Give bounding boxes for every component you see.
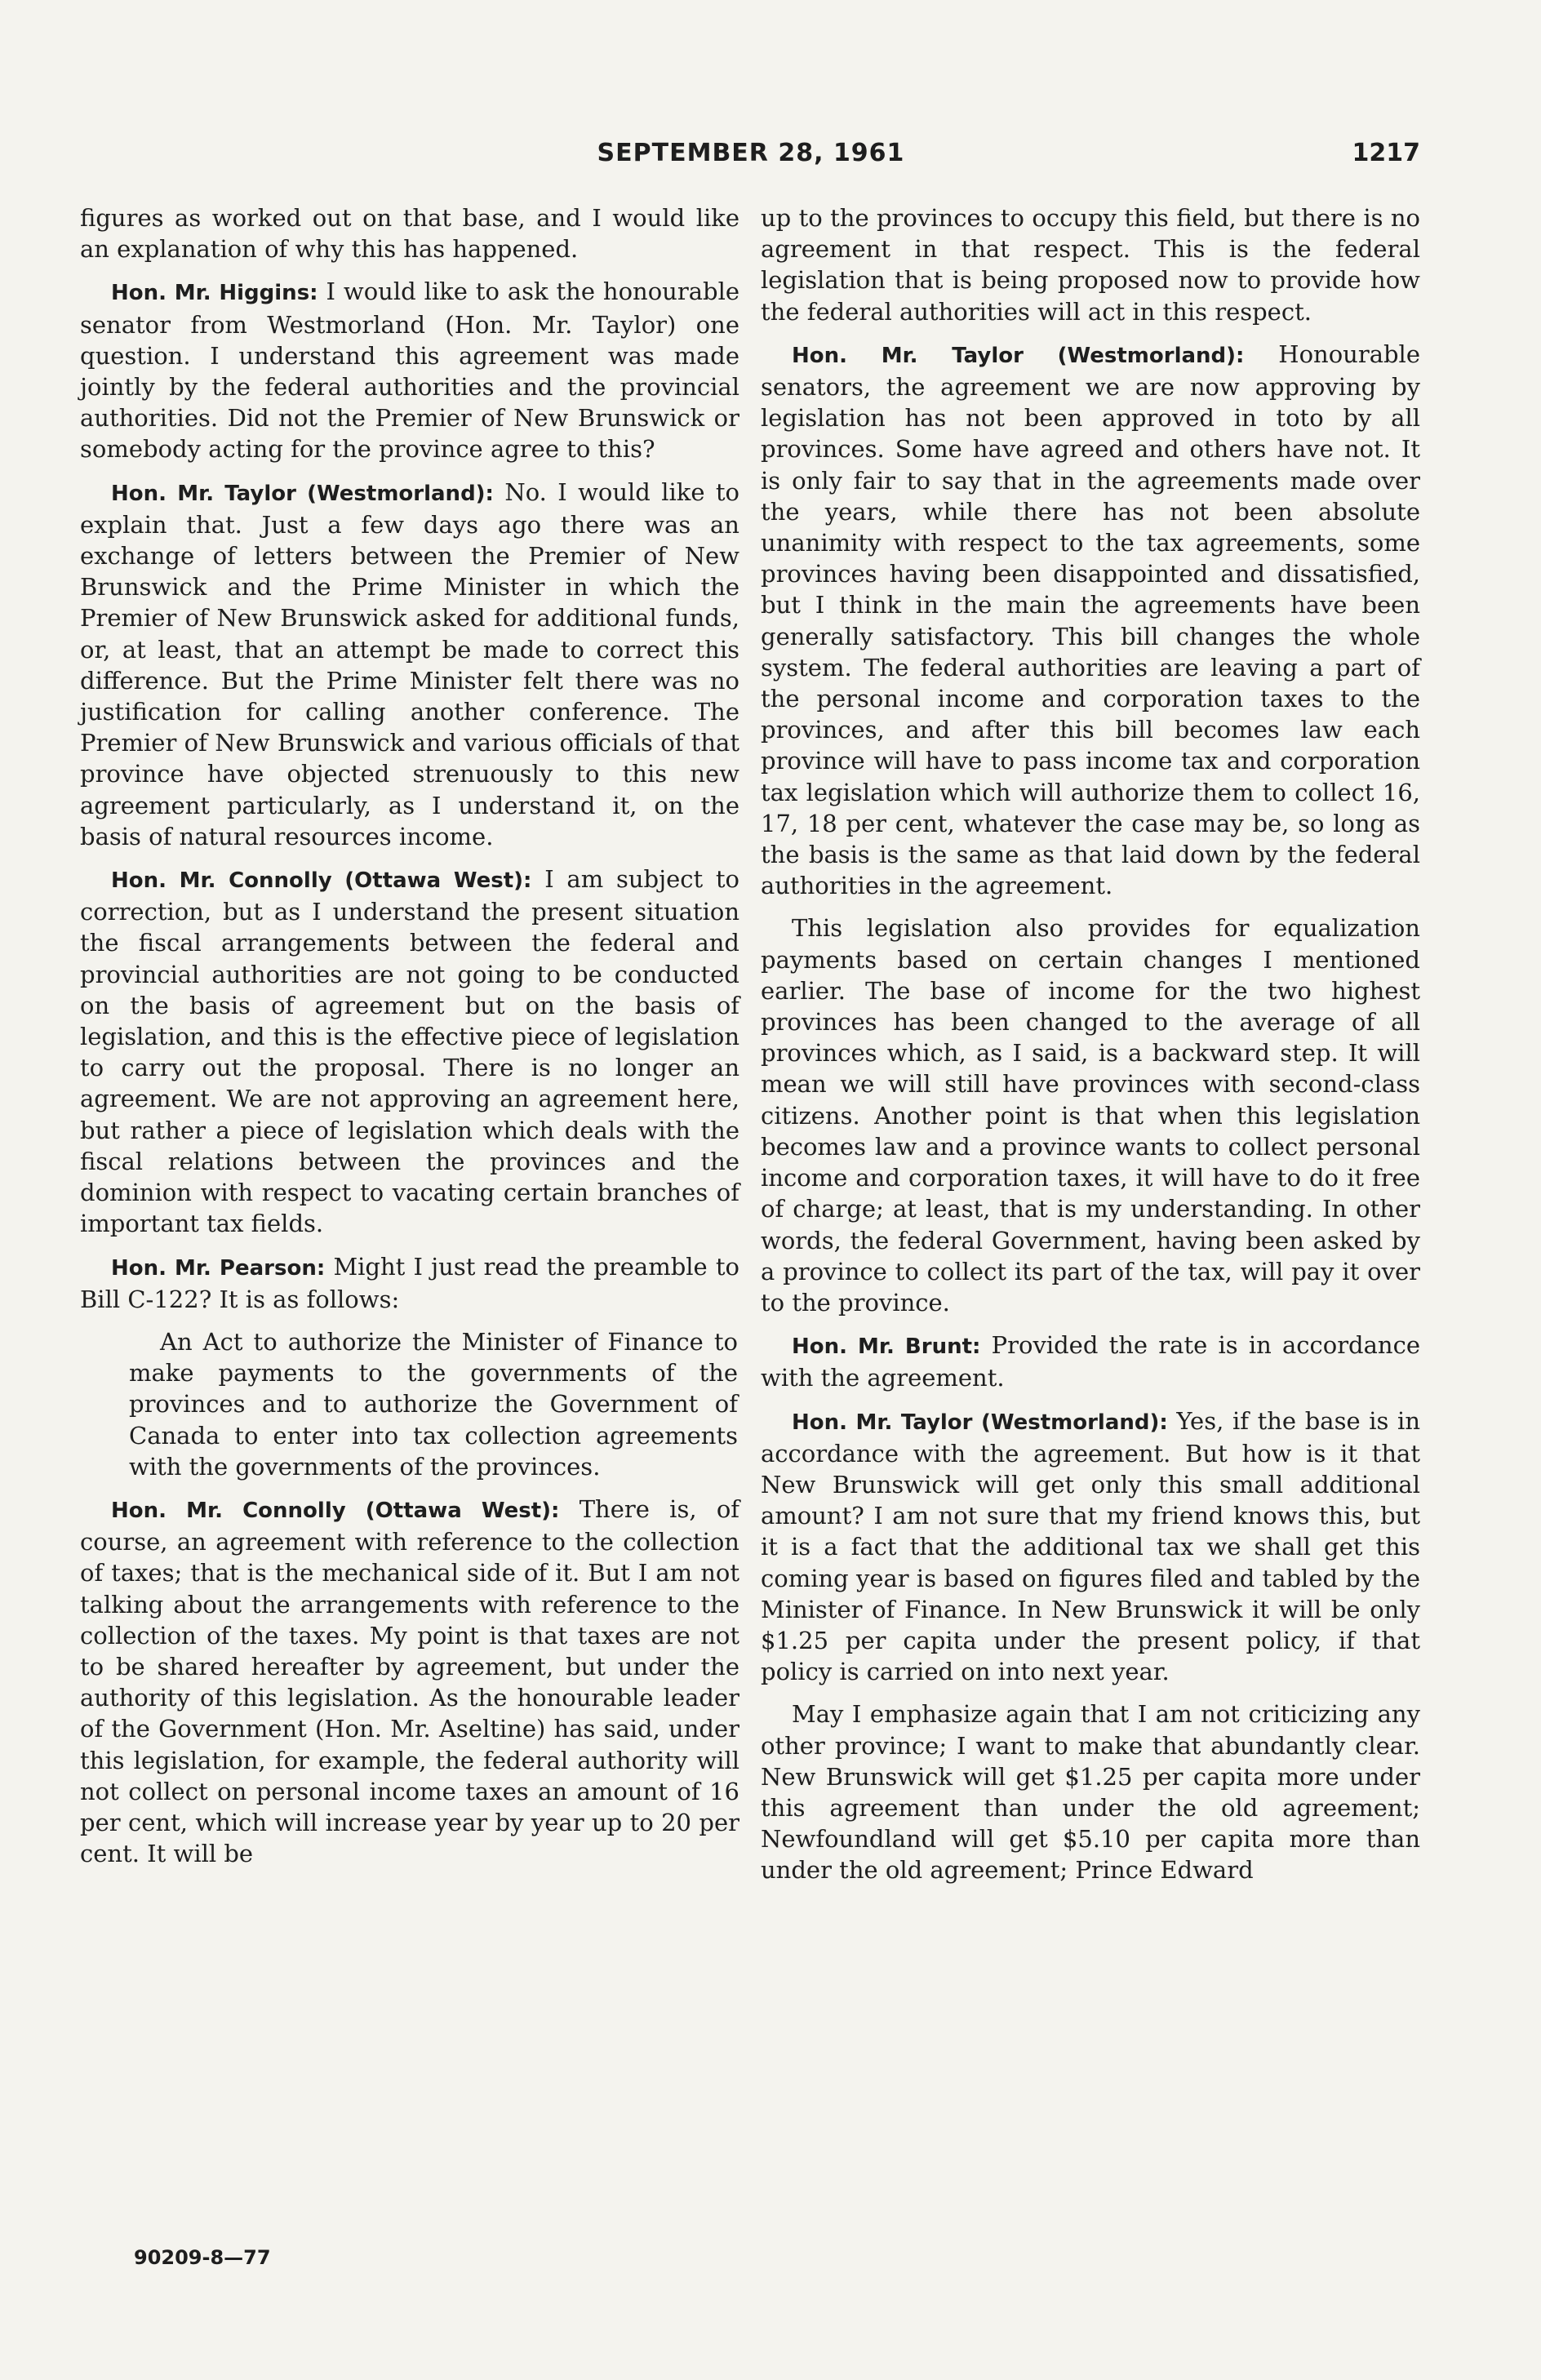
speech-text: I am subject to correction, but as I understand the present situation the fiscal arrangements between the federal and provincial authorities are not going to be conducted on the basis of agreement but on the basis of legislation, and this is the effective piece of legislation to carry out the proposal. There is no longer an agreement. We are not approving an agreement here, but rather a piece of legislation which deals with the fiscal relations between the provinces and the dominion with respect to vacating certain branches of important tax fields. bbox=[80, 865, 740, 1238]
folio-mark: 90209-8—77 bbox=[134, 2246, 271, 2269]
speaker-name: Hon. Mr. Taylor (Westmorland): bbox=[792, 343, 1245, 368]
speaker-name: Hon. Mr. Taylor (Westmorland): bbox=[111, 481, 494, 506]
speech-text: Honourable senators, the agreement we are now approving by legislation has not been approved in toto by all provinces. Some have agreed and others have not. It is only fair to say that in the agreements made over the years, while there has not been absolute unanimity with respect to the tax agreements, some provinces having been disappointed and dissatisfied, but I think in the main the agreements have been generally satisfactory. This bill changes the whole system. The federal authorities are leaving a part of the personal income and corporation taxes to the provinces, and after this bill becomes law each province will have to pass income tax and corporation tax legislation which will authorize them to collect 16, 17, 18 per cent, whatever the case may be, so long as the basis is the same as that laid down by the federal authorities in the agreement. bbox=[761, 340, 1420, 900]
speech-paragraph bbox=[80, 276, 739, 464]
running-header bbox=[82, 139, 1420, 180]
speaker-name: Hon. Mr. Pearson: bbox=[111, 1255, 326, 1281]
speech-paragraph bbox=[80, 1251, 739, 1315]
speech-text: Yes, if the base is in accordance with the agreement. But how is it that New Brunswick will get only this small additional amount? I am not sure that my friend knows this, but it is a fact that the additional tax we shall get this coming year is based on figures filed and tabled by the Minister of Finance. In New Brunswick it will be only $1.25 per capita under the present policy, if that policy is carried on into next year. bbox=[761, 1406, 1421, 1686]
continued-paragraph: up to the provinces to occupy this field, but there is no agreement in that respect. This is the federal legislation that is being proposed now to provide how the federal authorities will act in this respect. bbox=[761, 204, 1420, 326]
speech-paragraph bbox=[80, 1494, 739, 1869]
speech-paragraph bbox=[761, 1330, 1420, 1393]
speaker-name: Hon. Mr. Connolly (Ottawa West): bbox=[111, 1498, 560, 1523]
speech-text: I would like to ask the honourable senator from Westmorland (Hon. Mr. Taylor) one question. I understand this agreement was made jointly by the federal authorities and the provincial authorities. Did not the Premier of New Brunswick or somebody acting for the province agree to this? bbox=[80, 278, 740, 464]
right-column bbox=[761, 202, 1420, 1898]
speaker-name: Hon. Mr. Brunt: bbox=[792, 1334, 981, 1360]
left-column bbox=[80, 202, 739, 1880]
speaker-name: Hon. Mr. Taylor (Westmorland): bbox=[792, 1410, 1168, 1435]
speech-text: There is, of course, an agreement with reference to the collection of taxes; that is the mechanical side of it. But I am not talking about the arrangements with reference to the collection of the taxes. My point is that taxes are not to be shared hereafter by agreement, but under the authority of this legislation. As the honourable leader of the Government (Hon. Mr. Aseltine) has said, under this legislation, for example, the federal authority will not collect on personal income taxes an amount of 16 per cent, which will increase year by year up to 20 per cent. It will be bbox=[80, 1494, 740, 1868]
quoted-preamble: An Act to authorize the Minister of Finance to make payments to the governments of the provinces and to authorize the Government of Canada to enter into tax collection agreements with the governments of the provinces. bbox=[129, 1327, 738, 1481]
header-date: SEPTEMBER 28, 1961 bbox=[597, 139, 905, 167]
speech-paragraph bbox=[761, 1405, 1420, 1688]
speech-text: Provided the rate is in accordance with the agreement. bbox=[761, 1331, 1420, 1392]
speaker-name: Hon. Mr. Higgins: bbox=[111, 281, 318, 306]
speech-text: No. I would like to explain that. Just a few days ago there was an exchange of letters between the Premier of New Brunswick and the Prime Minister in which the Premier of New Brunswick asked for additional funds, or, at least, that an attempt be made to correct this difference. But the Prime Minister felt there was no justification for calling another conference. The Premier of New Brunswick and various officials of that province have objected strenuously to this new agreement particularly, as I understand it, on the basis of natural resources income. bbox=[80, 477, 740, 850]
paragraph: May I emphasize again that I am not criticizing any other province; I want to make that abundantly clear. New Brunswick will get $1.25 per capita more under this agreement than under the old agreement; Newfoundland will get $5.10 per capita more than under the old agreement; Prince Edward bbox=[761, 1700, 1420, 1885]
page-number: 1217 bbox=[1352, 139, 1420, 167]
speaker-name: Hon. Mr. Connolly (Ottawa West): bbox=[111, 868, 532, 894]
paragraph: This legislation also provides for equalization payments based on certain changes I mentioned earlier. The base of income for the two highest provinces has been changed to the average of all provinces which, as I said, is a backward step. It will mean we will still have provinces with second-class citizens. Another point is that when this legislation becomes law and a province wants to collect personal income and corporation taxes, it will have to do it free of charge; at least, that is my understanding. In other words, the federal Government, having been asked by a province to collect its part of the tax, will pay it over to the province. bbox=[761, 914, 1420, 1317]
speech-paragraph bbox=[761, 339, 1420, 902]
speech-paragraph bbox=[80, 864, 739, 1239]
speech-paragraph bbox=[80, 477, 739, 852]
continued-paragraph: figures as worked out on that base, and I would like an explanation of why this has happened. bbox=[80, 204, 739, 264]
speech-text: Might I just read the preamble to Bill C-122? It is as follows: bbox=[80, 1252, 739, 1313]
